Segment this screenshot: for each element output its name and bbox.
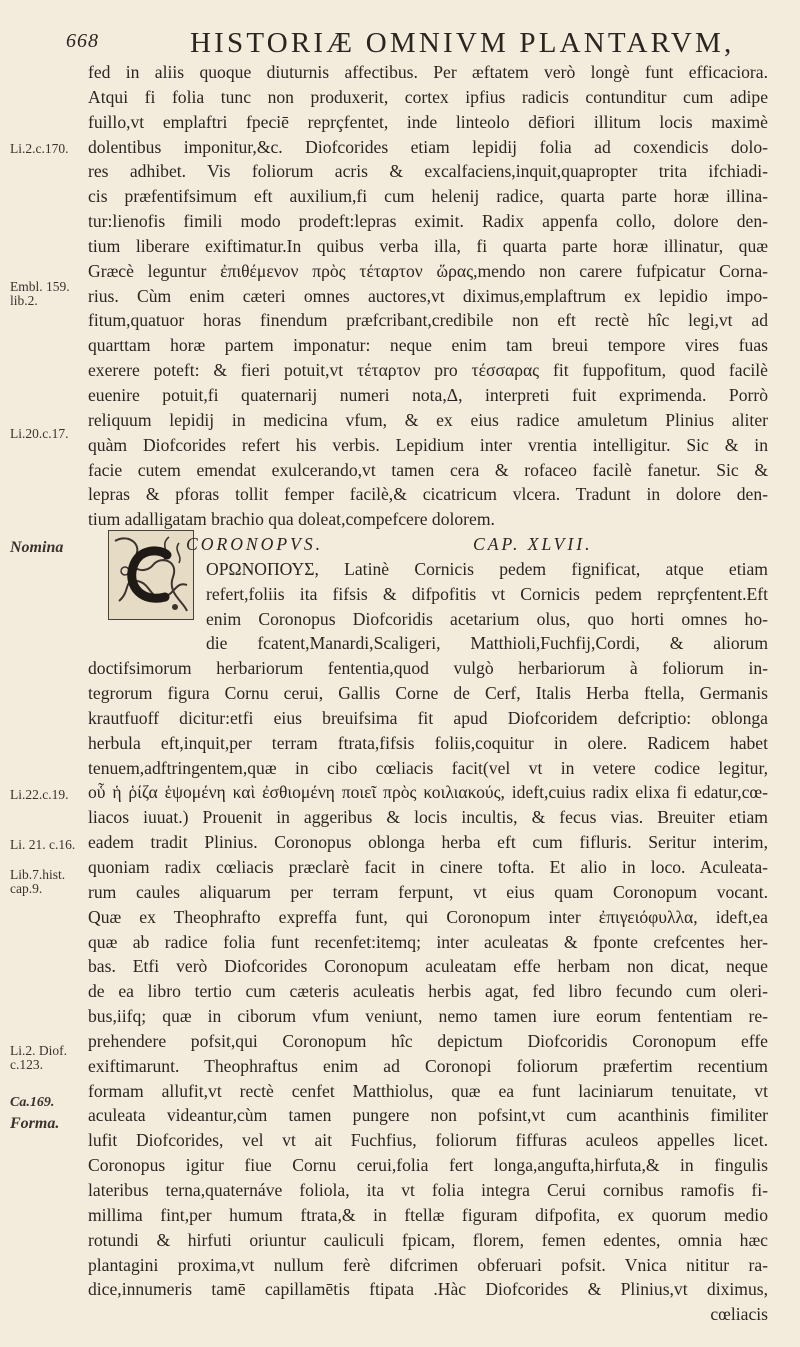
text-line: euenire potuit,fi quaternarij numeri nota,Δ, interpreti fuit exprimenda. Porrò bbox=[88, 384, 768, 405]
text-line: formam allufit,vt rectè cenfet Matthiolus, quæ ea funt laciniarum tenuitate, vt bbox=[88, 1080, 768, 1101]
text-line: fitum,quatuor horas finendum præfcribant,credibile non eft rectè hîc legi,vt ad bbox=[88, 310, 768, 331]
text-line: die fcatent,Manardi,Scaligeri, Matthioli,Fuchfij,Cordi, & aliorum bbox=[206, 633, 768, 654]
text-line: facie cutem emendat exulcerando,vt tamen cera & rofaceo facilè fanetur. Sic & bbox=[88, 459, 768, 480]
text-line: rius. Cùm enim cæteri omnes auctores,vt diximus,emplaftrum ex lepidio impo- bbox=[88, 285, 768, 306]
text-line: krautfuoff dicitur:etfi eius breuifsima fit apud Diofcoridem defcriptio: oblonga bbox=[88, 707, 768, 728]
text-line: lateribus terna,quaternáve foliola, ita vt folia integra Cerui cornibus ramofis fi- bbox=[88, 1179, 768, 1200]
margin-note: Embl. 159. lib.2. bbox=[10, 279, 70, 308]
margin-note: Li. 21. c.16. bbox=[10, 837, 76, 852]
text-line: millima fint,per humum ftrata,& in ftellæ figuram difpofita, ex quorum medio bbox=[88, 1204, 768, 1225]
text-line: quàm Diofcorides refert his verbis. Lepidium inter vrentia intelligitur. Sic & in bbox=[88, 434, 768, 455]
text-line: lepras & pforas tollit femper facilè,& cicatricum vlcera. Tradunt in dolore den- bbox=[88, 484, 768, 505]
margin-note: Nomina bbox=[10, 539, 64, 556]
margin-note: Li.2. Diof. c.123. bbox=[10, 1043, 67, 1072]
text-line: tenuem,adftringentem,quæ in cibo cœliacis facit(vel vt in vetere codice legitur, bbox=[88, 757, 768, 778]
text-line: Coronopus igitur fiue Cornu cerui,folia fert longa,angufta,hirfuta,& in fingulis bbox=[88, 1155, 768, 1176]
text-line: aculeata videantur,cùm tamen pungere non pofsint,vt cum acanthinis fimiliter bbox=[88, 1105, 768, 1126]
text-line: tur:lienofis fimili modo prodeft:lepras eximit. Radix appenfa collo, dolore den- bbox=[88, 211, 768, 232]
text-line: οὗ ἡ ῥίζα ἑψομένη καὶ ἐσθιομένη ποιεῖ πρὸς κοιλιακούς, ideft,cuius radix elixa fi edatur,cœ- bbox=[88, 782, 768, 803]
text-line: quoniam radix cœliacis præclarè facit in cinere tofta. Et alio in loco. Aculeata- bbox=[88, 857, 768, 877]
text-line: de ea libro tertio cum cæteris aculeatis herbis agat, fed libro fecundo cum oleri- bbox=[88, 981, 768, 1002]
page-number: 668 bbox=[66, 30, 99, 52]
text-line: prehendere pofsit,qui Coronopum hîc depictum Diofcoridis Coronopum effe bbox=[88, 1030, 768, 1051]
text-line: Quæ ex Theophrafto expreffa funt, qui Coronopum inter ἐπιγειόφυλλα, ideft,ea bbox=[88, 906, 768, 927]
margin-note: Li.20.c.17. bbox=[10, 426, 69, 441]
margin-note: Li.22.c.19. bbox=[10, 787, 69, 802]
running-head: HISTORIÆ OMNIVM PLANTARVM, bbox=[190, 27, 735, 59]
text-line: Atqui fi folia tunc non produxerit, cortex ipfius radicis contunditur cum adipe bbox=[88, 86, 768, 107]
catchword: cœliacis bbox=[710, 1304, 768, 1325]
text-line: exiftimarunt. Theophraftus enim ad Coronopi foliorum præfertim recentium bbox=[88, 1055, 768, 1076]
text-line: res adhibet. Vis foliorum acris & excalfaciens,inquit,quapropter trita ifchiadi- bbox=[88, 161, 768, 182]
text-line: cis præfentifsimum eft auxilium,fi cum helenij radice, quarta parte horæ illina- bbox=[88, 186, 768, 207]
text-line: liacos iuuat.) Prouenit in aggeribus & locis incultis, & fecus vias. Breuiter etiam bbox=[88, 807, 768, 828]
text-line: exerere poteft: & fieri potuit,vt τέταρτον pro τέσσαρας fit fuppofitum, quod facilè bbox=[88, 360, 768, 381]
chapter-heading bbox=[88, 532, 768, 557]
text-line: refert,foliis ita fifsis & difpofitis vt Cornicis pedem reprçfentent.Eft bbox=[206, 583, 768, 604]
text-line: eadem tradit Plinius. Coronopus oblonga herba eft cum fifluris. Seritur interim, bbox=[88, 832, 768, 853]
text-line: enim Coronopus Diofcoridis acetarium olus, quo horti omnes ho- bbox=[206, 608, 768, 629]
margin-note: Ca.169. bbox=[10, 1095, 55, 1110]
text-line: plantagini proxima,vt nullum ferè difcrimen obferuari pofsit. Vnica nititur ra- bbox=[88, 1254, 768, 1275]
text-line: dice,innumeris tamē capillamētis ftipata .Hàc Diofcorides & Plinius,vt diximus, bbox=[88, 1279, 768, 1300]
text-line: quæ ab radice folia funt recenfet:itemq; inter aculeatas & fponte crefcentes her- bbox=[88, 931, 768, 952]
text-line: tium liberare exiftimatur.In quibus verba illa, fi quarta parte horæ illinatur, quæ bbox=[88, 235, 768, 256]
text-line: herbula eft,inquit,per terram ftrata,fifsis foliis,coquitur in olere. Radicem habet bbox=[88, 732, 768, 753]
text-line: rum caules aliquarum per terram ferpunt, vt eius quam Coronopum vocant. bbox=[88, 881, 768, 902]
text-line: Græcè leguntur ἐπιθέμενον πρὸς τέταρτον ὥρας,mendo non carere fufpicatur Corna- bbox=[88, 260, 768, 281]
chapter-number: CAP. XLVII. bbox=[473, 534, 593, 555]
text-line: quarttam horæ partem imponatur: neque enim tam breui tempore vires fuas bbox=[88, 335, 768, 356]
text-line: rotundi & hirfuti oriuntur cauliculi fpicam, florem, femen edentes, omnia hæc bbox=[88, 1229, 768, 1250]
text-line: reliquum lepidij in medicina vfum, & ex eius radice amuletum Plinius aliter bbox=[88, 409, 768, 430]
margin-note: Forma. bbox=[10, 1115, 60, 1132]
text-line: bus,iifq; quæ in ciborum vfum veniunt, nemo tamen iure eorum fententiam re- bbox=[88, 1006, 768, 1027]
margin-note: Lib.7.hist. cap.9. bbox=[10, 867, 66, 896]
text-line: lufit Diofcorides, vel vt ait Fuchfius, foliorum fiffuras aculeos appelles licet. bbox=[88, 1130, 768, 1151]
margin-note: Li.2.c.170. bbox=[10, 141, 69, 156]
text-line: ΟΡΩΝΟΠΟΥΣ, Latinè Cornicis pedem fignificat, atque etiam bbox=[206, 558, 768, 579]
text-line: tegrorum figura Cornu cerui, Gallis Corne de Cerf, Italis Herba ftella, Germanis bbox=[88, 683, 768, 704]
text-line: fuillo,vt emplaftri fpeciē reprçfentet, inde linteolo dēfiori illitum locis maximè bbox=[88, 111, 768, 132]
chapter-title: CORONOPVS. bbox=[186, 534, 324, 555]
body-text bbox=[88, 60, 768, 1327]
text-line: tium adalligatam brachio qua doleat,compefcere dolorem. bbox=[88, 509, 495, 530]
text-line: doctifsimorum herbariorum fententia,quod vulgò herbariorum à foliorum in- bbox=[88, 658, 768, 679]
text-line: fed in aliis quoque diuturnis affectibus. Per æftatem verò longè funt efficaciora. bbox=[88, 62, 768, 82]
text-line: bas. Etfi verò Diofcorides Coronopum aculeatam effe herbam non dicat, neque bbox=[88, 956, 768, 977]
text-line: dolentibus imponitur,&c. Diofcorides etiam lepidij folia ad coxendicis dolo- bbox=[88, 136, 768, 157]
